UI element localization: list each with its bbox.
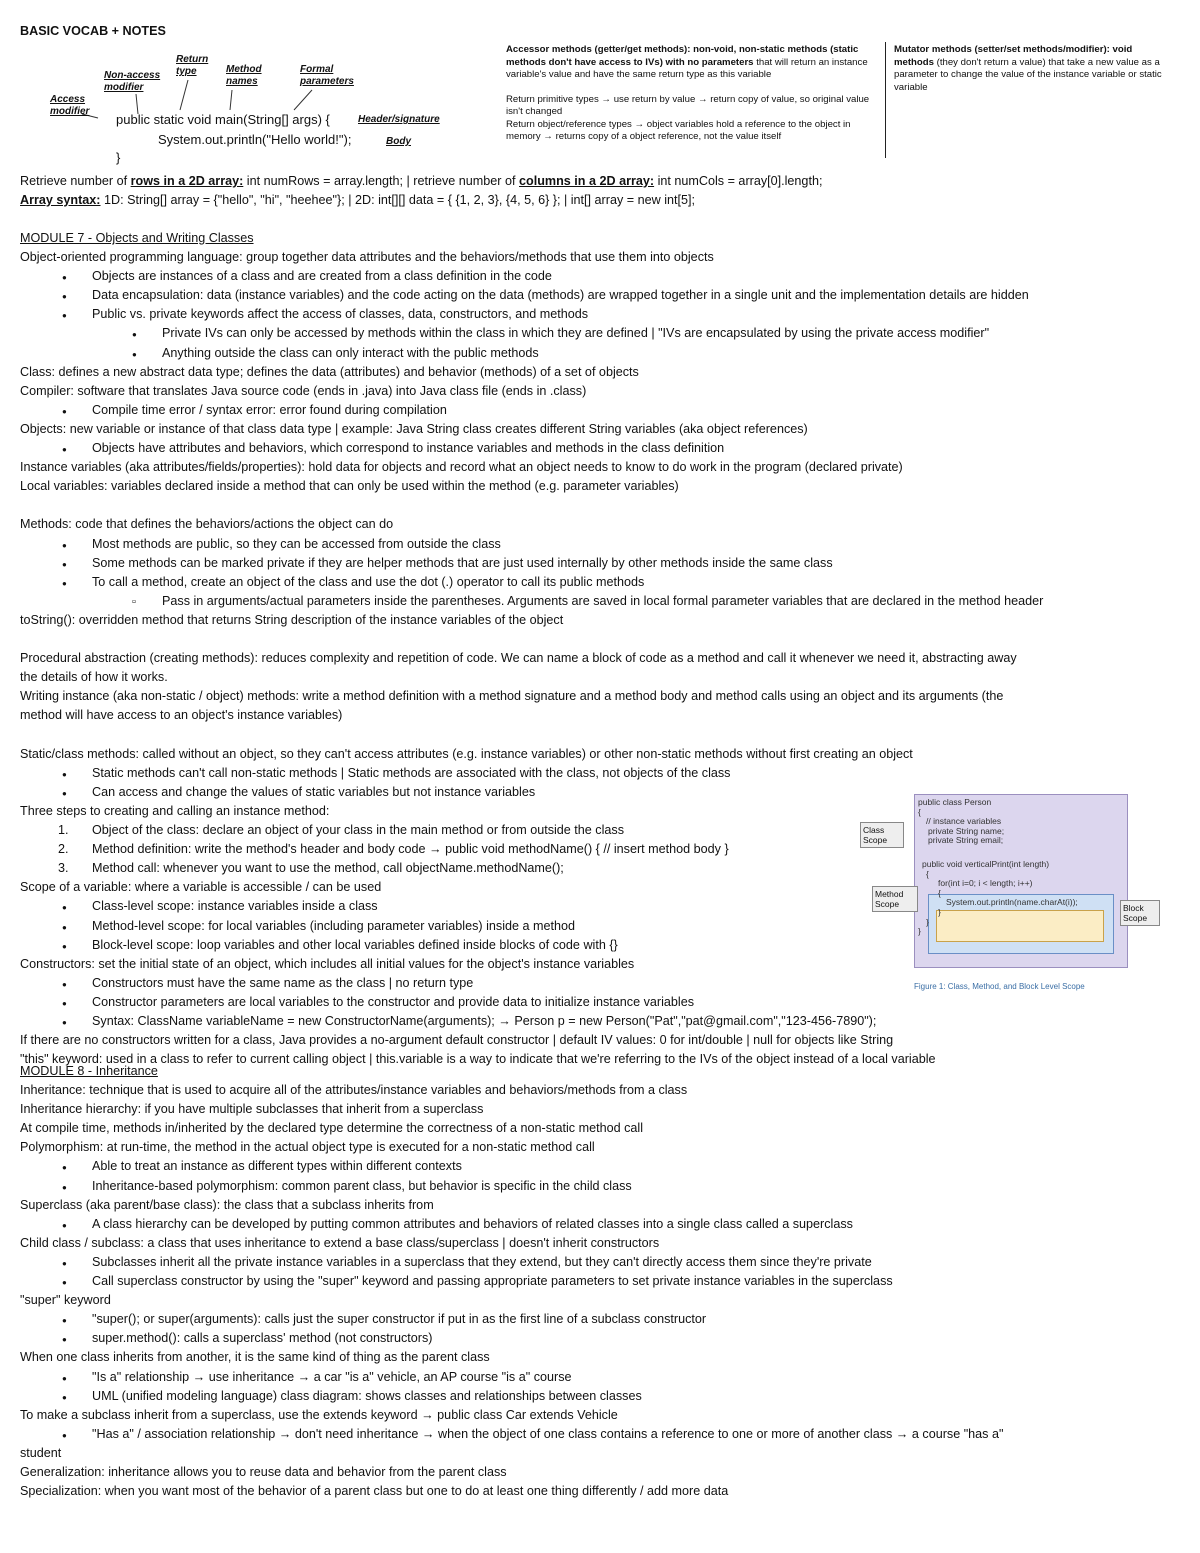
note-line: Local variables: variables declared inside a method that can only be used within the method (e.g. parameter variables) [20, 479, 679, 494]
bullet-icon: ● [62, 273, 67, 283]
note-line: Pass in arguments/actual parameters inside the parentheses. Arguments are saved in local formal parameter variables that are declared in the method header [162, 593, 1044, 608]
note-line: Public vs. private keywords affect the access of classes, data, constructors, and methods [92, 307, 589, 322]
note-line: Specialization: when you want most of the behavior of a parent class but one to do at least one thing differently / add more data [20, 1484, 729, 1499]
bullet-icon: ● [62, 769, 67, 779]
bullet-icon: ● [62, 788, 67, 798]
note-line: Method-level scope: for local variables (including parameter variables) inside a method [92, 918, 576, 933]
accessor-definition: Accessor methods (getter/get methods): non-void, non-static methods (static methods don't have access to IVs) with no parameters that will return an instance variable's value and have the same return type as this variable [506, 44, 868, 80]
note-line: Methods: code that defines the behaviors/actions the object can do [20, 517, 394, 532]
bullet-icon: ● [62, 445, 67, 454]
bullet-icon: ● [62, 311, 67, 321]
bullet-icon: ● [62, 1163, 67, 1173]
bullet-icon: ● [62, 1335, 67, 1345]
block-scope-label: Block Scope [1120, 900, 1160, 926]
note-line: Static/class methods: called without an object, so they can't access attributes (e.g. instance variables) or other non-static methods without first creating an object [20, 746, 913, 761]
note-line: Object of the class: declare an object of your class in the main method or from outside the class [92, 823, 624, 837]
note-line: Constructors: set the initial state of an object, which includes all initial values for the object's instance variables [20, 956, 635, 971]
note-line: Objects are instances of a class and are created from a class definition in the code [92, 269, 552, 284]
bullet-icon: ● [62, 1018, 67, 1027]
accessor-notes [506, 44, 876, 144]
note-line: Data encapsulation: data (instance variables) and the code acting on the data (methods) are wrapped together in a single unit and the implementation details are hidden [92, 288, 1029, 303]
non-access-modifier-label: Non-access modifier [104, 70, 161, 93]
note-line: method will have access to an object's instance variables) [20, 708, 343, 723]
bullet-icon: ● [62, 998, 67, 1008]
bullet-icon: ● [62, 578, 67, 588]
note-line: "Has a" / association relationship → don't need inheritance → when the object of one class contains a reference to one or more of another class → a course "has a" [92, 1426, 1004, 1441]
note-line: Method call: whenever you want to use the method, call objectName.methodName(); [92, 861, 564, 876]
mutator-notes: Mutator methods (setter/set methods/modifier): void methods (they don't return a value) that take a new value as a parameter to change the value of the instance variable or static variable [894, 44, 1162, 93]
bullet-icon: ● [62, 941, 67, 951]
note-line: Block-level scope: loop variables and other local variables defined inside blocks of code with {} [92, 937, 618, 952]
note-line: UML (unified modeling language) class diagram: shows classes and relationships between classes [92, 1388, 642, 1403]
note-line: When one class inherits from another, it is the same kind of thing as the parent class [20, 1350, 490, 1365]
note-line: student [20, 1445, 62, 1460]
note-line: Most methods are public, so they can be accessed from outside the class [92, 536, 501, 551]
bullet-icon: ● [132, 349, 137, 359]
note-line: Class: defines a new abstract data type; defines the data (attributes) and behavior (methods) of a set of objects [20, 364, 639, 379]
note-line: At compile time, methods in/inherited by the declared type determine the correctness of a non-static method call [20, 1121, 644, 1136]
bullet-icon: ● [62, 1373, 67, 1383]
bullet-icon: ● [62, 1430, 67, 1440]
page-title: BASIC VOCAB + NOTES [20, 24, 166, 38]
note-line: Generalization: inheritance allows you to reuse data and behavior from the parent class [20, 1465, 507, 1479]
bullet-icon: ● [62, 979, 67, 989]
array-2d-dimensions-note: Retrieve number of rows in a 2D array: int numRows = array.length; | retrieve number of columns in a 2D array: int numCols = array[0].length; [20, 174, 823, 188]
note-line: Objects have attributes and behaviors, which correspond to instance variables and methods in the class definition [92, 441, 725, 455]
note-line: "super(); or super(arguments): calls just the super constructor if put in as the first line of a subclass constructor [92, 1312, 707, 1327]
note-line: Method definition: write the method's header and body code → public void methodName() { // insert method body } [92, 842, 729, 857]
note-line: Scope of a variable: where a variable is accessible / can be used [20, 880, 382, 895]
note-line: Able to treat an instance as different types within different contexts [92, 1159, 462, 1174]
note-line: "super" keyword [20, 1293, 111, 1308]
note-line: Objects: new variable or instance of that class data type | example: Java String class creates different String variables (aka object references) [20, 421, 808, 436]
bullet-icon: ● [62, 1182, 67, 1192]
formal-parameters-label: Formal parameters [300, 64, 354, 87]
bullet-icon: ▫ [132, 595, 136, 608]
note-line: Inheritance: technique that is used to acquire all of the attributes/instance variables and behaviors/methods from a class [20, 1083, 688, 1097]
note-line: Three steps to creating and calling an instance method: [20, 803, 330, 818]
note-line: Object-oriented programming language: group together data attributes and the behaviors/methods that use them into objects [20, 250, 714, 264]
bullet-icon: ● [62, 1220, 67, 1230]
return-type-label: Return type [176, 54, 209, 77]
note-line: If there are no constructors written for a class, Java provides a no-argument default constructor | default IV values: 0 for int/double | null for objects like String [20, 1033, 894, 1048]
note-line: Anything outside the class can only interact with the public methods [162, 345, 539, 360]
scope-code: public class Person { // instance variables private String name; private String email; public void verticalPrint(int length) { for(int i=0; i < length; i++) { System.out.println(name.charAt(i)); } } } [918, 797, 1078, 937]
class-scope-label: Class Scope [860, 822, 904, 848]
note-line: Call superclass constructor by using the "super" keyword and passing appropriate parameters to set private instance variables in the superclass [92, 1274, 893, 1288]
code-line-header: public static void main(String[] args) { [116, 112, 330, 127]
note-line: To call a method, create an object of the class and use the dot (.) operator to call its public methods [92, 574, 645, 589]
note-line: Static methods can't call non-static methods | Static methods are associated with the class, not objects of the class [92, 765, 731, 780]
note-line: Constructors must have the same name as the class | no return type [92, 975, 474, 990]
note-line: super.method(): calls a superclass' method (not constructors) [92, 1331, 433, 1346]
note-line: To make a subclass inherit from a superclass, use the extends keyword → public class Car extends Vehicle [20, 1407, 618, 1422]
module7-heading: MODULE 7 - Objects and Writing Classes [20, 231, 254, 245]
bullet-icon: ● [62, 540, 67, 550]
note-line: Child class / subclass: a class that uses inheritance to extend a base class/superclass | doesn't inherit constructors [20, 1235, 660, 1250]
header-signature-label: Header/signature [358, 114, 440, 125]
bullet-icon: ● [62, 1258, 67, 1268]
note-line: Instance variables (aka attributes/fields/properties): hold data for objects and record what an object needs to know to do work in the program (declared private) [20, 460, 903, 475]
access-modifier-label: Access modifier [50, 94, 90, 117]
bullet-icon: ● [62, 1316, 67, 1326]
scope-figure [858, 794, 1158, 994]
note-line: Class-level scope: instance variables inside a class [92, 899, 378, 914]
note-line: Writing instance (aka non-static / object) methods: write a method definition with a method signature and a method body and method calls using an object and its arguments (the [20, 689, 1004, 704]
bullet-icon: ● [62, 406, 67, 416]
bullet-icon: ● [62, 1392, 67, 1402]
note-line: A class hierarchy can be developed by putting common attributes and behaviors of related classes into a single class called a superclass [92, 1216, 853, 1231]
note-line: Compile time error / syntax error: error found during compilation [92, 402, 447, 417]
method-names-label: Method names [226, 64, 262, 87]
note-line: Compiler: software that translates Java source code (ends in .java) into Java class file (ends in .class) [20, 383, 587, 398]
note-line: Procedural abstraction (creating methods): reduces complexity and repetition of code. We can name a block of code as a method and call it whenever we need it, abstracting away [20, 651, 1017, 666]
note-line: "Is a" relationship → use inheritance → a car "is a" vehicle, an AP course "is a" course [92, 1369, 572, 1384]
note-line: "this" keyword: used in a class to refer to current calling object | this.variable is a way to indicate that we're referring to the IVs of the object instead of a local variable [20, 1052, 936, 1067]
method-scope-label: Method Scope [872, 886, 918, 912]
note-line: Polymorphism: at run-time, the method in the actual object type is executed for a non-static method call [20, 1140, 595, 1155]
bullet-icon: ● [62, 903, 67, 913]
bullet-icon: ● [62, 292, 67, 302]
bullet-icon: ● [132, 330, 137, 340]
bullet-icon: ● [62, 559, 67, 569]
list-number: 1. [58, 823, 69, 837]
note-line: Inheritance-based polymorphism: common parent class, but behavior is specific in the child class [92, 1178, 632, 1193]
accessor-primitive-note: Return primitive types → use return by value → return copy of value, so original value isn't changed [506, 93, 870, 117]
bullet-icon: ● [62, 1278, 67, 1287]
note-line: toString(): overridden method that returns String description of the instance variables of the object [20, 612, 564, 627]
note-line: Syntax: ClassName variableName = new ConstructorName(arguments); → Person p = new Person("Pat","pat@gmail.com","123-456-7890"); [92, 1014, 877, 1028]
list-number: 2. [58, 842, 69, 857]
note-line: Subclasses inherit all the private instance variables in a superclass that they extend, but they can't directly access them since they're private [92, 1254, 872, 1269]
note-line: Constructor parameters are local variables to the constructor and provide data to initialize instance variables [92, 994, 695, 1009]
array-syntax-note: Array syntax: 1D: String[] array = {"hello", "hi", "heehee"}; | 2D: int[][] data = { {1, 2, 3}, {4, 5, 6} }; | int[] array = new int[5]; [20, 193, 696, 207]
code-line-body: System.out.println("Hello world!"); [158, 132, 352, 147]
note-line: Can access and change the values of static variables but not instance variables [92, 784, 536, 799]
figure-caption: Figure 1: Class, Method, and Block Level Scope [914, 982, 1085, 991]
column-divider [885, 42, 886, 158]
bullet-icon: ● [62, 922, 67, 932]
note-line: the details of how it works. [20, 670, 168, 685]
note-line: Inheritance hierarchy: if you have multiple subclasses that inherit from a superclass [20, 1102, 484, 1117]
accessor-reference-note: Return object/reference types → object variables hold a reference to the object in memory → returns copy of a object reference, not the value itself [506, 118, 851, 142]
note-line: Superclass (aka parent/base class): the class that a subclass inherits from [20, 1197, 434, 1212]
module8-heading: MODULE 8 - Inheritance [20, 1064, 158, 1078]
note-line: Some methods can be marked private if they are helper methods that are just used internally by other methods inside the same class [92, 555, 833, 570]
signature-diagram [20, 50, 460, 170]
body-label: Body [386, 136, 411, 147]
note-line: Private IVs can only be accessed by methods within the class in which they are defined | "IVs are encapsulated by using the private access modifier" [162, 326, 990, 341]
list-number: 3. [58, 861, 69, 876]
code-line-close: } [116, 150, 121, 165]
